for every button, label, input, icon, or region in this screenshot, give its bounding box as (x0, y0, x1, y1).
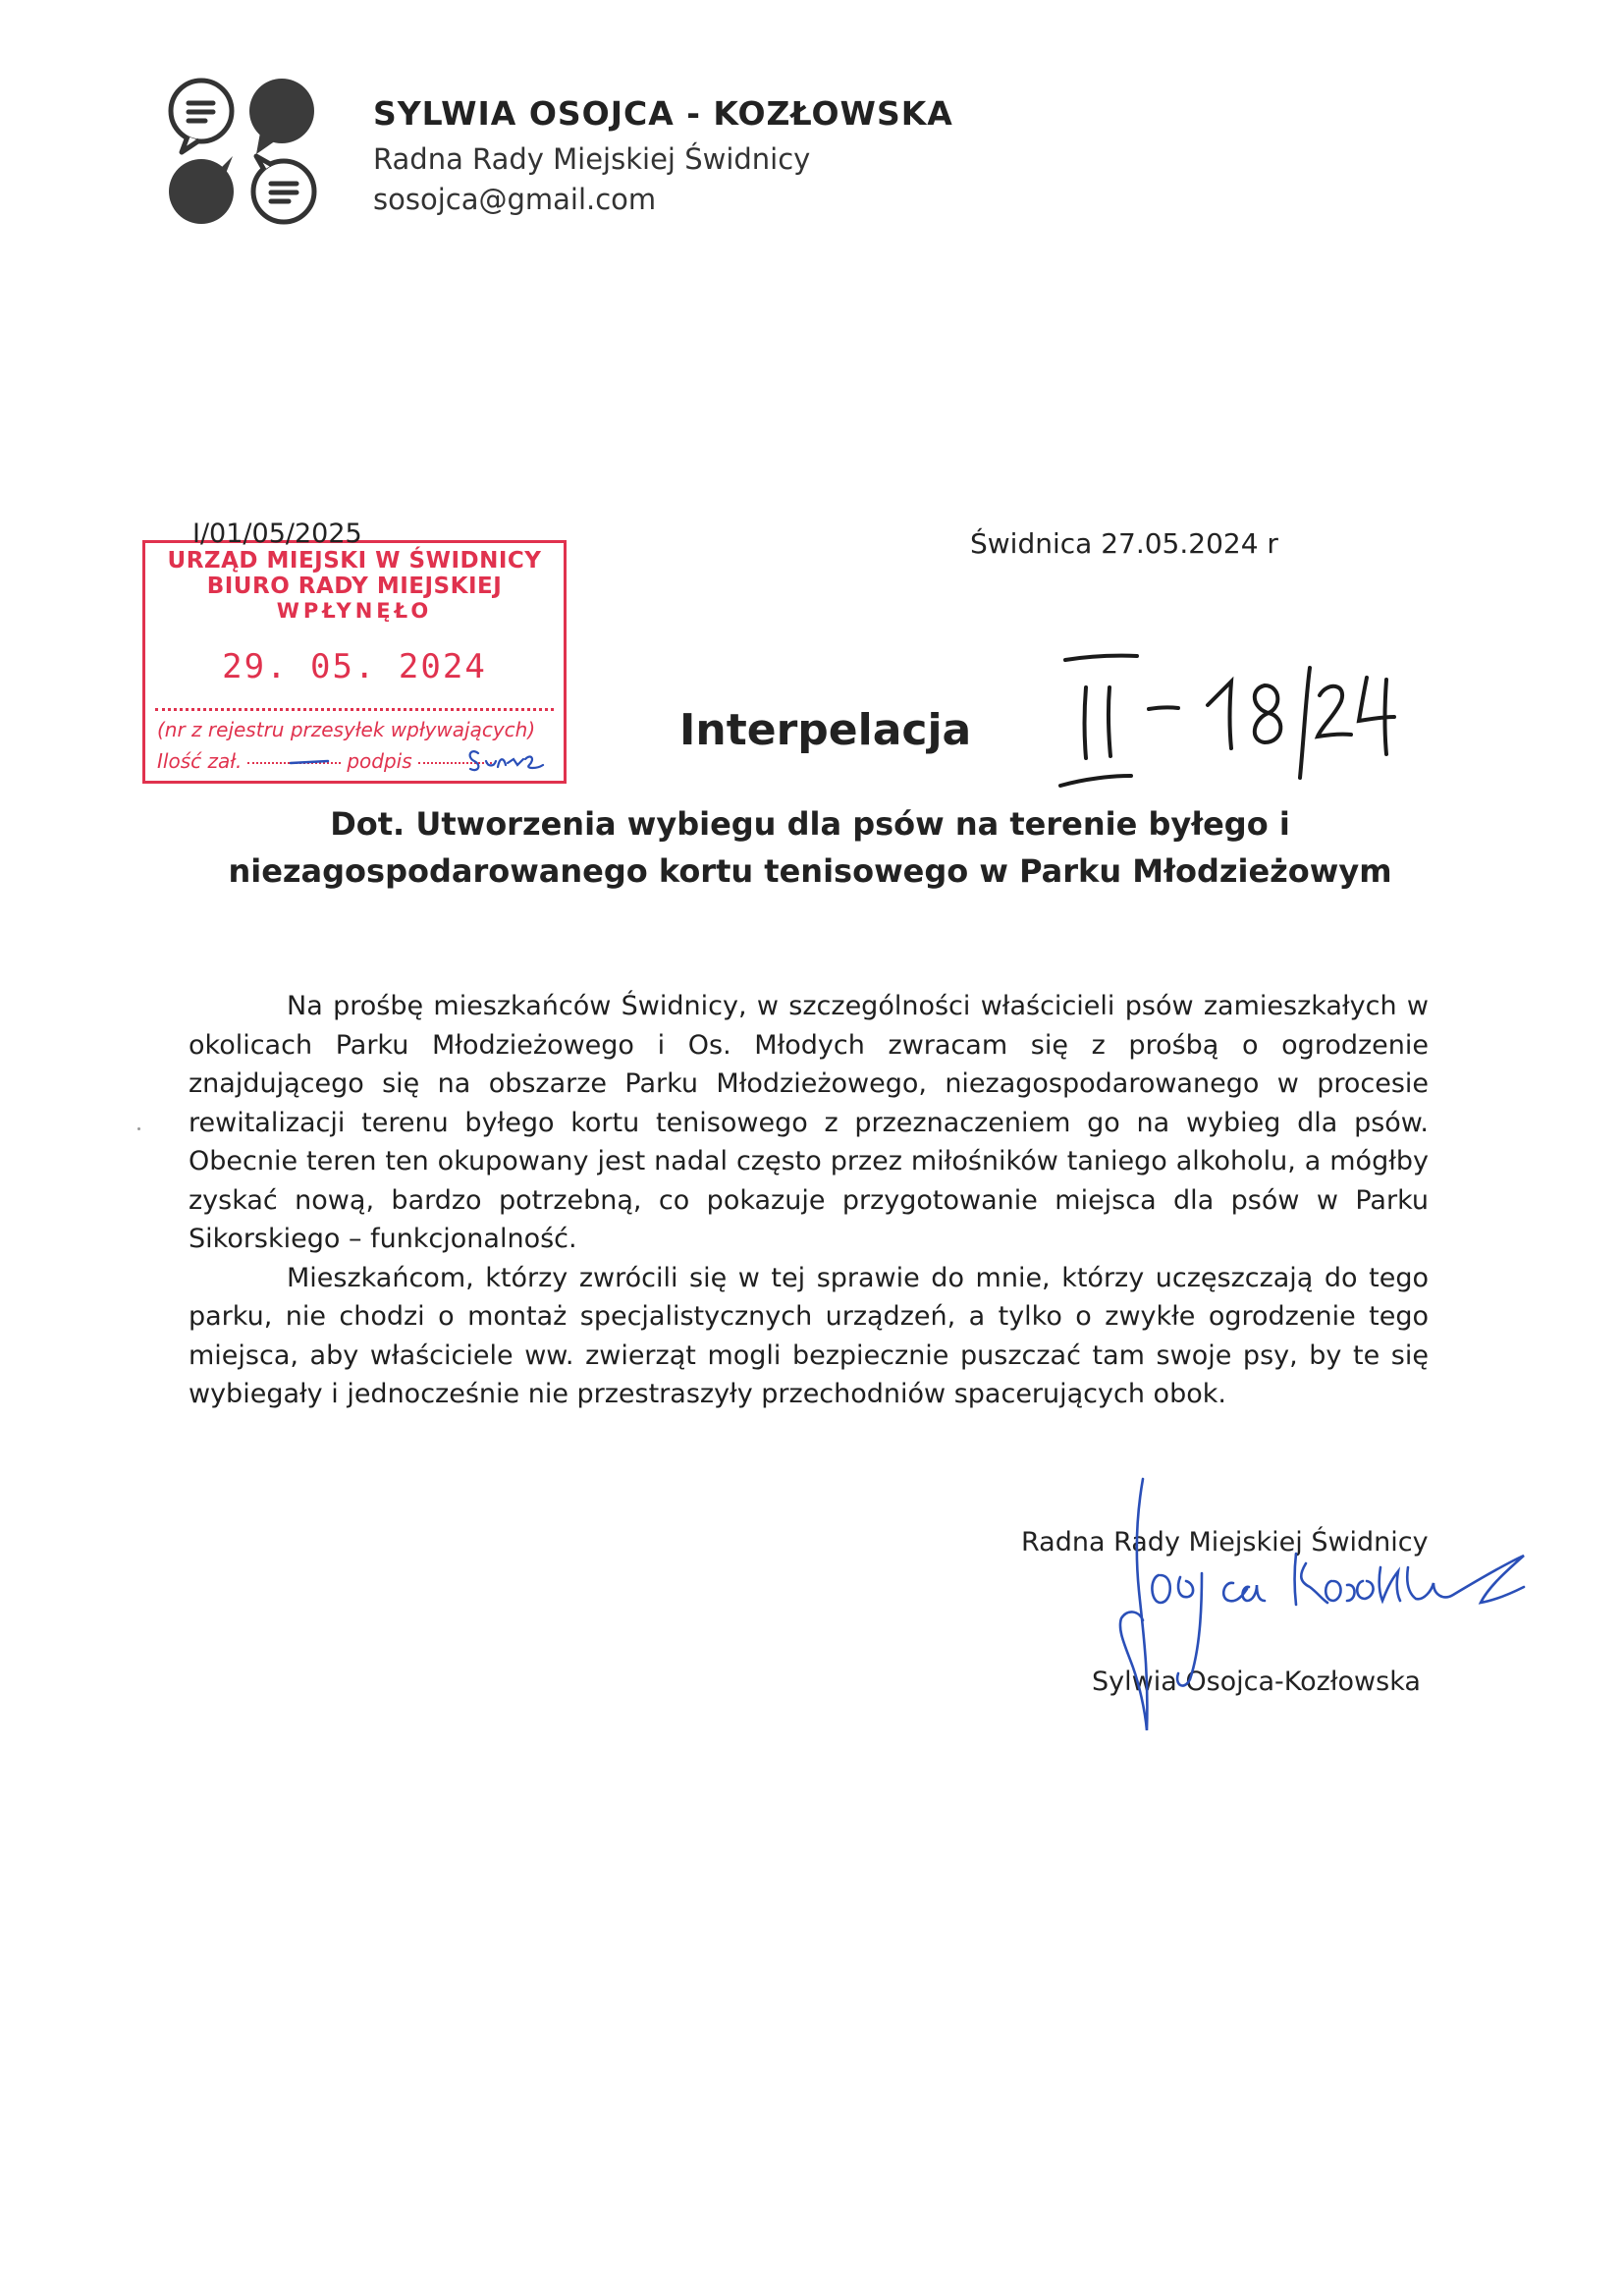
letterhead-email: sosojca@gmail.com (373, 183, 657, 216)
stamp-date: 29. 05. 2024 (222, 647, 487, 686)
subject-line-2: niezagospodarowanego kortu tenisowego w Parku Młodzieżowym (228, 852, 1392, 890)
registry-number: I/01/05/2025 (192, 519, 362, 549)
subject (157, 800, 1463, 895)
stamp-received-line: WPŁYNĘŁO (276, 599, 433, 623)
stamp-attachments-row (157, 749, 492, 773)
handwritten-number-text: II - 18/24 (1021, 638, 1026, 639)
scan-speck (137, 1127, 140, 1130)
speech-bubbles-logo-icon (162, 74, 324, 231)
body-paragraph-2: Mieszkańcom, którzy zwrócili się w tej sprawie do mnie, którzy uczęszczają do tego parku, nie chodzi o montaż specjalistycznych urządzeń, a tylko o zwykłe ogrodzenie tego miejsca, aby właściciele ww. zwierząt mogli bezpiecznie puszczać tam swoje psy, by te się wybiegały i jednocześnie nie przestraszyły przechodniów spacerujących obok. (189, 1262, 1429, 1409)
document-title: Interpelacja (679, 705, 972, 755)
stamp-register-note: (nr z rejestru przesyłek wpływających) (157, 718, 536, 741)
stamp-bureau-line: BIURO RADY MIEJSKIEJ (206, 574, 503, 599)
body-text (189, 987, 1429, 1414)
received-stamp (142, 540, 567, 784)
body-paragraph-1: Na prośbę mieszkańców Świdnicy, w szczególności właścicieli psów zamieszkałych w okolicach Parku Młodzieżowego i Os. Młodych zwracam się z prośbą o ogrodzenie znajdującego się na obszarze Parku Młodzieżowego, niezagospodarowanego w procesie rewitalizacji terenu byłego kortu tenisowego z przeznaczeniem go na wybieg dla psów. Obecnie teren ten okupowany jest nadal często przez miłośników taniego alkoholu, a mógłby zyskać nową, bardzo potrzebną, co pokazuje przygotowanie miejsca dla psów w Parku Sikorskiego – funkcjonalność. (189, 991, 1429, 1254)
signature-name: Sylwia Osojca-Kozłowska (1092, 1667, 1421, 1697)
stamp-attachments-field (247, 762, 341, 764)
stamp-signature-field (418, 762, 492, 764)
handwritten-case-number-icon (1021, 638, 1414, 805)
place-date: Świdnica 27.05.2024 r (970, 527, 1278, 560)
handwritten-signature-icon (1100, 1473, 1571, 1738)
stamp-dotted-line (155, 708, 554, 711)
letterhead-role: Radna Rady Miejskiej Świdnicy (373, 142, 811, 176)
letterhead-name: SYLWIA OSOJCA - KOZŁOWSKA (373, 94, 953, 133)
stamp-signature-label: podpis (347, 749, 412, 773)
signature-role: Radna Rady Miejskiej Świdnicy (1021, 1527, 1429, 1558)
stamp-attachments-label: Ilość zał. (157, 749, 243, 773)
subject-line-1: Dot. Utworzenia wybiegu dla psów na terenie byłego i (330, 805, 1290, 843)
stamp-office-line: URZĄD MIEJSKI W ŚWIDNICY (167, 548, 542, 574)
